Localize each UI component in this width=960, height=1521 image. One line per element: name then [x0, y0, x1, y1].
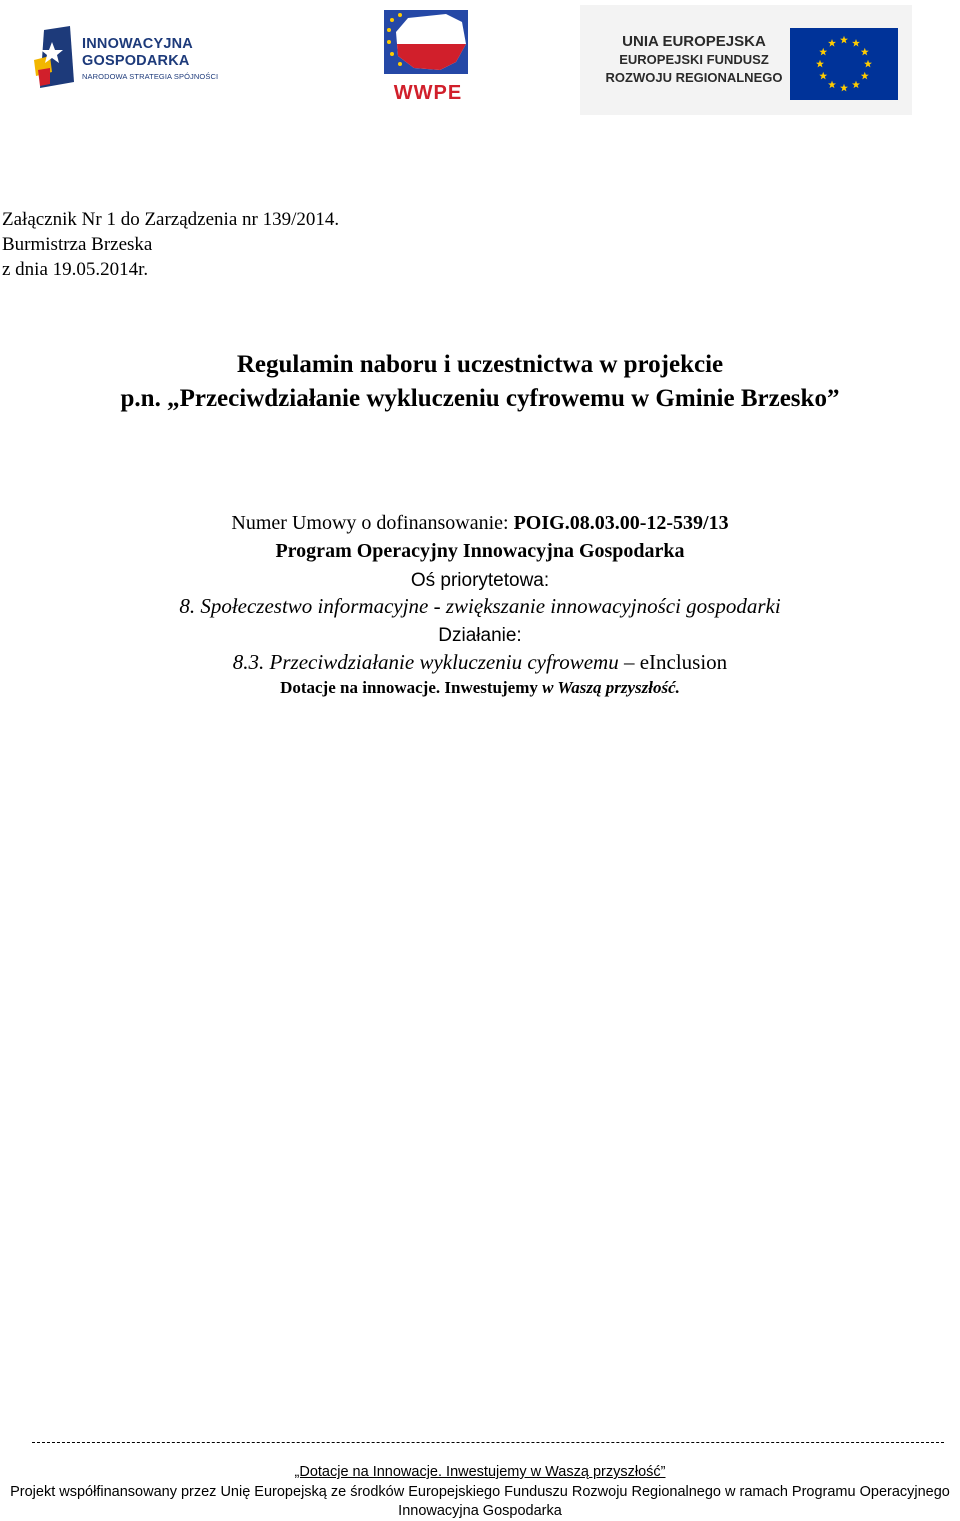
footer-slogan [0, 1463, 960, 1482]
footer-cofinancing-line2: Innowacyjna Gospodarka [398, 1503, 562, 1519]
document-title-line2: p.n. „Przeciwdziałanie wykluczeniu cyfrowemu w Gminie Brzesko” [120, 385, 840, 412]
innowacyjna-gospodarka-logo [30, 22, 230, 92]
date-line: z dnia 19.05.2014r. [2, 259, 149, 280]
agreement-line [0, 510, 960, 537]
unia-europejska-logo [580, 5, 912, 115]
action-value-rest: – eInclusion [618, 650, 728, 674]
annex-line: Załącznik Nr 1 do Zarządzenia nr 139/2014. [2, 209, 340, 230]
ue-logo-line2: EUROPEJSKI FUNDUSZ [619, 52, 769, 67]
ig-logo-line2: GOSPODARKA [82, 53, 190, 69]
ig-logo-line1: INNOWACYJNA [82, 36, 193, 52]
mayor-line: Burmistrza Brzeska [2, 234, 153, 255]
slogan-bold: Dotacje na innowacje. Inwestujemy [280, 678, 538, 697]
agreement-number: POIG.08.03.00-12-539/13 [513, 512, 729, 534]
poland-eu-map-icon [384, 10, 472, 80]
ig-emblem-icon [30, 26, 80, 88]
ue-logo-line3: ROZWOJU REGIONALNEGO [605, 70, 783, 85]
action-value-italic: 8.3. Przeciwdziałanie wykluczeniu cyfrowemu [232, 650, 619, 674]
agreement-label: Numer Umowy o dofinansowanie: [231, 512, 514, 534]
wwpe-logo-text: WWPE [393, 82, 463, 104]
footer-divider [32, 1442, 944, 1443]
ue-logo-text [594, 33, 794, 87]
ig-logo-line3: NARODOWA STRATEGIA SPÓJNOŚCI [82, 72, 219, 81]
wwpe-logo [384, 10, 474, 102]
eu-flag-icon [790, 28, 898, 100]
document-title-line1: Regulamin naboru i uczestnictwa w projekcie [236, 351, 724, 378]
program-name: Program Operacyjny Innowacyjna Gospodarka [275, 540, 685, 562]
action-value [0, 649, 960, 676]
footer-cofinancing-line1: Projekt współfinansowany przez Unię Europejską ze środków Europejskiego Funduszu Rozwoju Regionalnego w ramach Programu Operacyjnego [10, 1484, 950, 1500]
priority-axis-label: Oś priorytetowa: [410, 570, 550, 591]
slogan-line [0, 677, 960, 699]
footer-slogan-text: „Dotacje na Innowacje. Inwestujemy w Waszą przyszłość” [294, 1464, 666, 1480]
ue-logo-line1: UNIA EUROPEJSKA [622, 33, 766, 50]
action-label: Działanie: [438, 625, 522, 646]
priority-axis-value: 8. Społeczestwo informacyjne - zwiększanie innowacyjności gospodarki [179, 594, 781, 618]
slogan-italic: w Waszą przyszłość. [537, 678, 680, 697]
